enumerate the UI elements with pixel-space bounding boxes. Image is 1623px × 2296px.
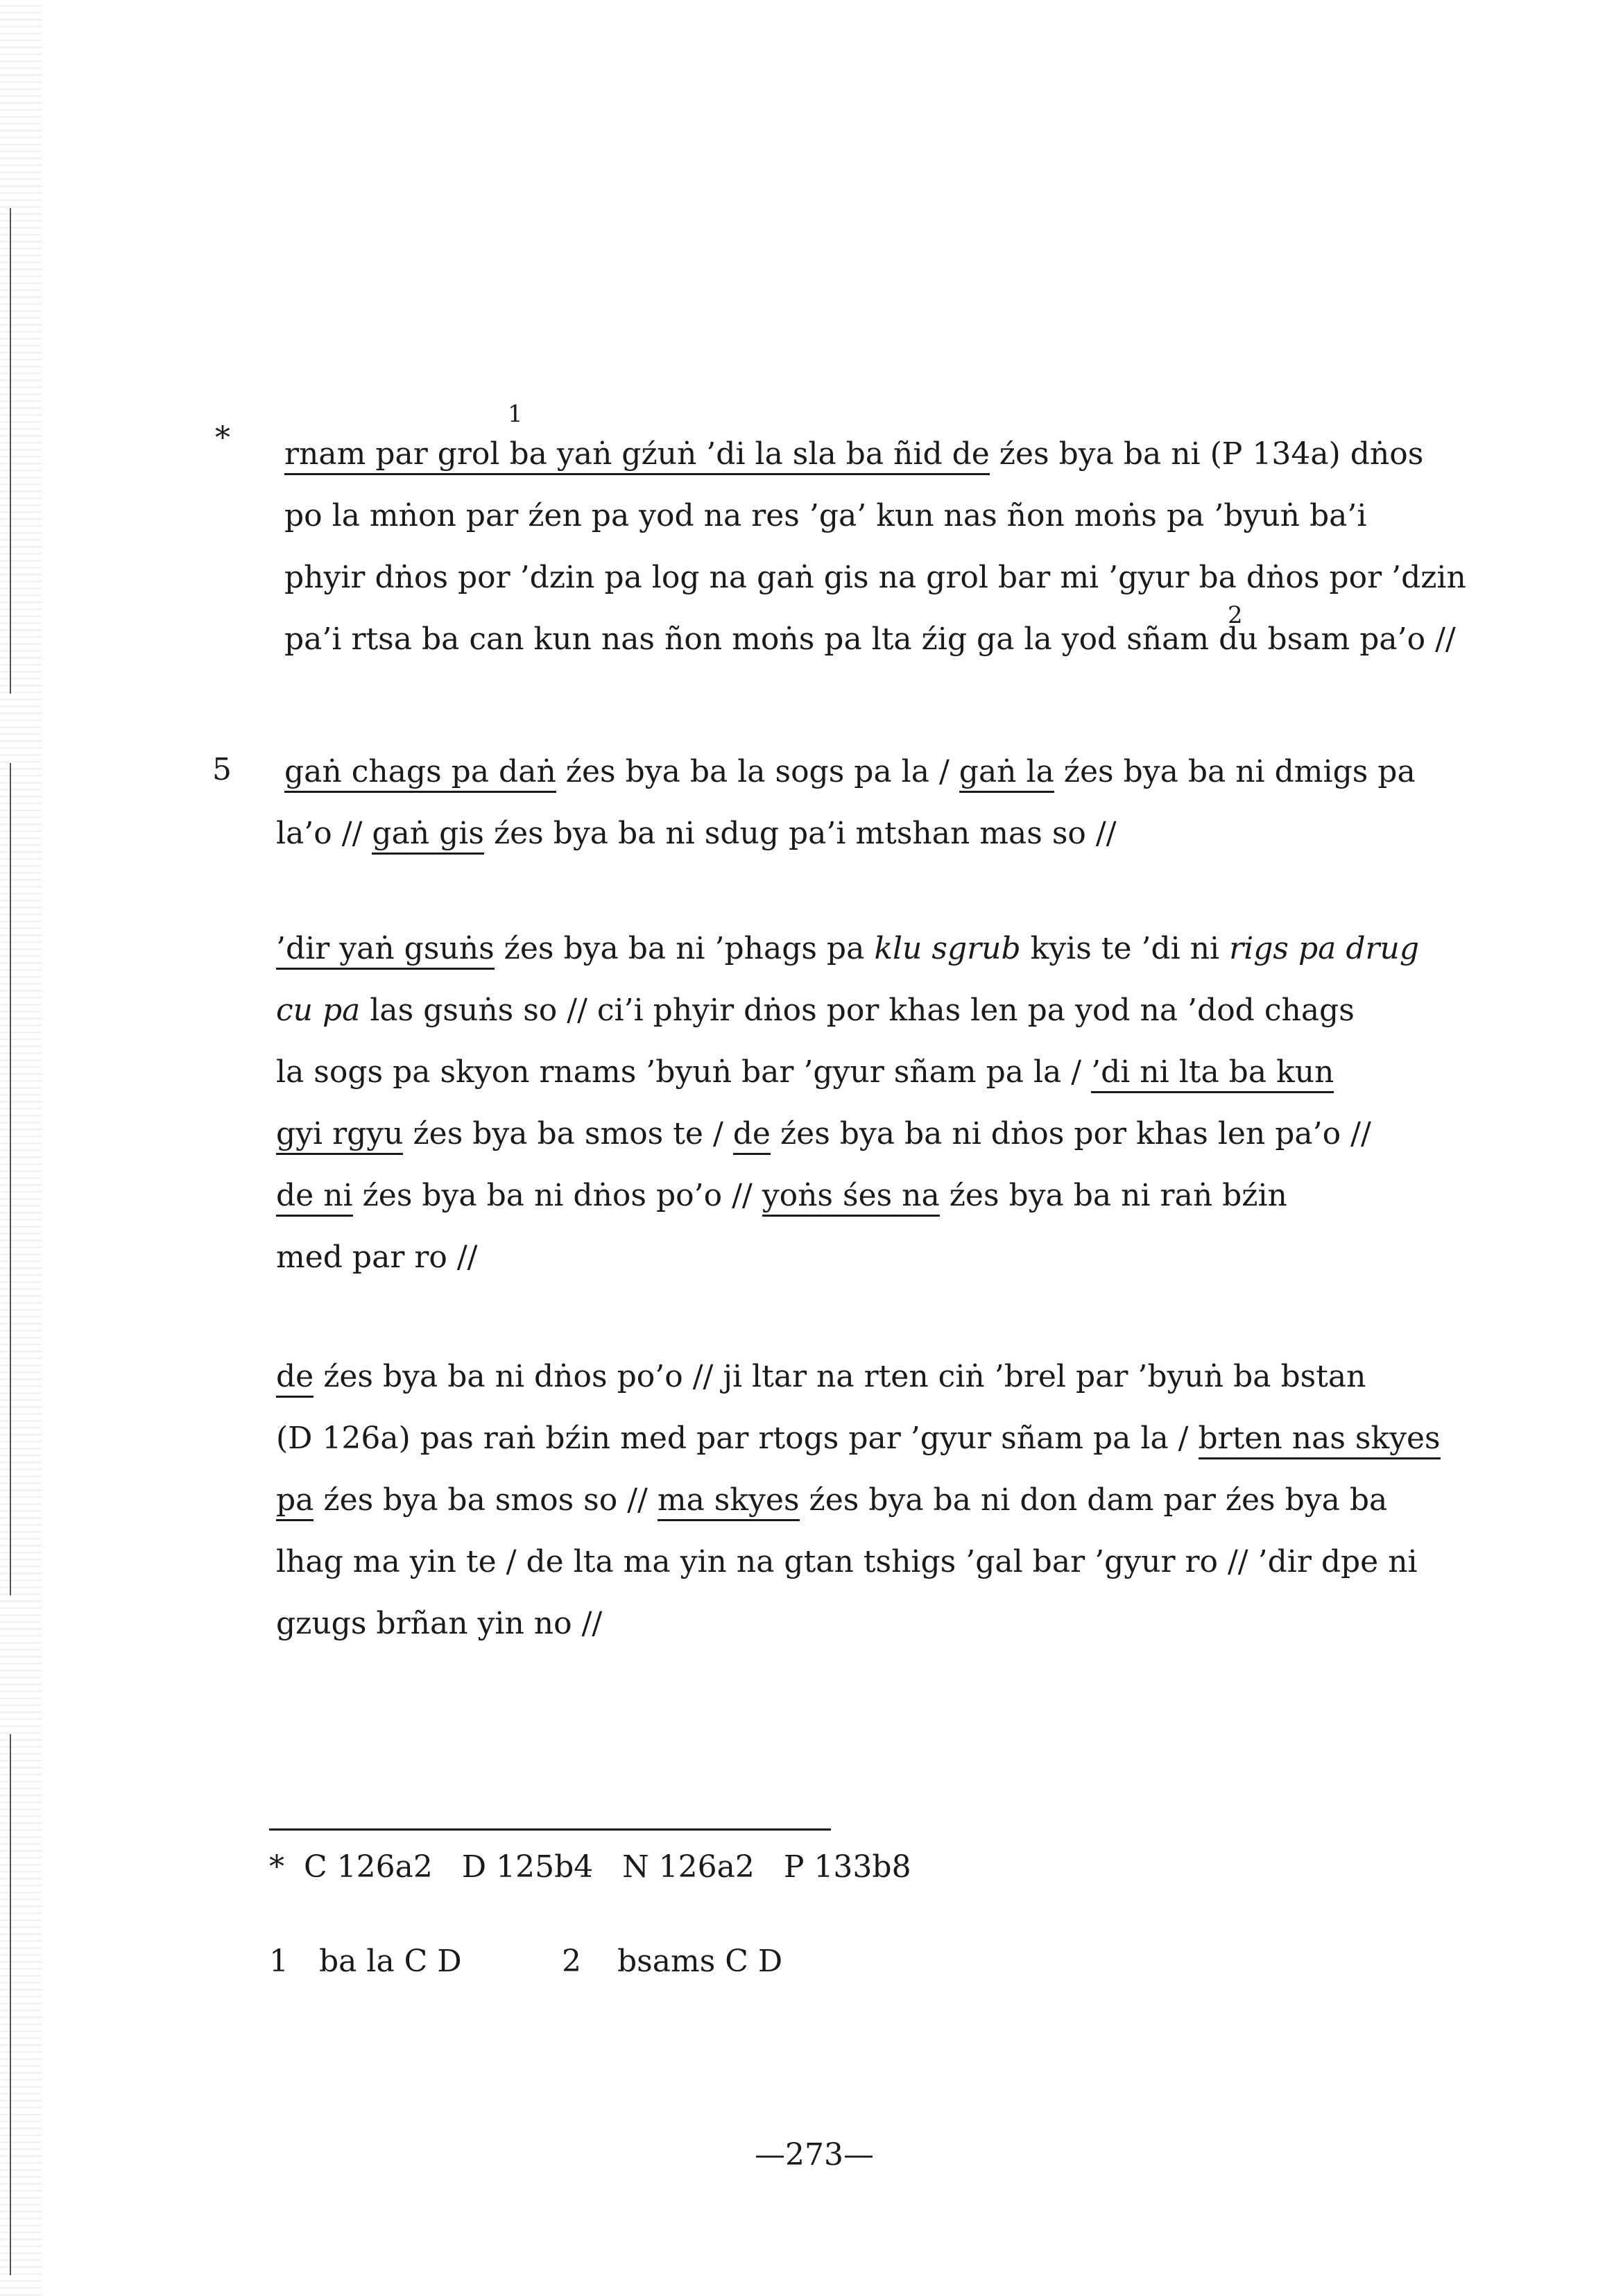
footnote-refs-mark: * xyxy=(269,1849,284,1885)
scan-edge-line xyxy=(10,1734,11,2275)
lemma-underlined: ’di ni lta ba kun xyxy=(1091,1054,1334,1093)
text-run: la sogs pa skyon rnams ’byuṅ bar ’gyur sñam pa la / xyxy=(276,1054,1092,1090)
text-run: źes bya ba ni (P 134a) dṅos xyxy=(989,436,1424,472)
text-run: źes bya ba ni raṅ bźin xyxy=(939,1178,1287,1213)
lemma-underlined: yoṅs śes na xyxy=(762,1178,940,1217)
text-run: źes bya ba smos te / xyxy=(403,1116,733,1151)
italic-title: cu pa xyxy=(276,993,361,1028)
scan-edge-noise xyxy=(0,0,42,2296)
lemma-underlined: ma skyes xyxy=(658,1482,800,1521)
footnote-number: 2 xyxy=(562,1944,581,1979)
text-run: źes bya ba la sogs pa la / xyxy=(556,754,959,789)
lemma-underlined: de xyxy=(733,1116,771,1155)
text-run: (D 126a) pas raṅ bźin med par rtogs par ’gyur sñam pa la / xyxy=(276,1421,1199,1456)
text-line: po la mṅon par źen pa yod na res ’ga’ kun nas ñon moṅs pa ’byuṅ ba’i xyxy=(284,498,1367,533)
lemma-underlined: pa xyxy=(276,1482,314,1521)
lemma-underlined: ’dir yaṅ gsuṅs xyxy=(276,931,495,970)
text-line: phyir dṅos por ’dzin pa log na gaṅ gis na grol bar mi ’gyur ba dṅos por ’dzin xyxy=(284,560,1466,595)
text-line: lhag ma yin te / de lta ma yin na gtan tshigs ’gal bar ’gyur ro // ’dir dpe ni xyxy=(276,1544,1418,1579)
lemma-underlined: rnam par grol ba yaṅ gźuṅ ’di la sla ba ñid de xyxy=(284,436,990,475)
text-run: źes bya ba ni ’phags pa xyxy=(494,931,875,966)
text-line xyxy=(276,931,1420,966)
scan-edge-line xyxy=(10,763,11,1595)
text-run: źes bya ba ni dṅos por khas len pa’o // xyxy=(770,1116,1371,1151)
text-run: las gsuṅs so // ci’i phyir dṅos por khas len pa yod na ’dod chags xyxy=(360,993,1355,1028)
footnote-text: ba la C D xyxy=(319,1944,462,1979)
footnote-number: 1 xyxy=(269,1944,289,1979)
text-run: źes bya ba ni dṅos po’o // xyxy=(352,1178,762,1213)
text-run: źes bya ba ni sdug pa’i mtshan mas so // xyxy=(483,816,1117,851)
text-line xyxy=(284,436,1424,472)
text-run: kyis te ’di ni xyxy=(1020,931,1230,966)
lemma-underlined: brten nas skyes xyxy=(1199,1421,1441,1459)
lemma-underlined: gaṅ la xyxy=(959,754,1054,793)
text-run: źes bya ba ni dmigs pa xyxy=(1054,754,1416,789)
text-run: źes bya ba smos so // xyxy=(314,1482,658,1518)
text-run: la’o // xyxy=(276,816,372,851)
text-line: med par ro // xyxy=(276,1240,478,1275)
text-line xyxy=(276,1116,1400,1151)
text-line xyxy=(276,1359,1400,1394)
footnote-text: bsams C D xyxy=(617,1944,783,1979)
text-run: źes bya ba ni don dam par źes bya ba xyxy=(799,1482,1388,1518)
text-line xyxy=(276,1178,1400,1213)
page-number: —273— xyxy=(755,2137,874,2173)
text-line xyxy=(284,754,1416,789)
lemma-underlined: gyi rgyu xyxy=(276,1116,403,1155)
line-number: 5 xyxy=(212,752,232,787)
text-line xyxy=(276,995,1400,1026)
lemma-underlined: gaṅ gis xyxy=(372,816,484,855)
asterisk-marker: * xyxy=(215,420,230,456)
text-line xyxy=(276,1482,1400,1518)
text-line: gzugs brñan yin no // xyxy=(276,1606,603,1641)
footnote-rule xyxy=(269,1828,831,1831)
lemma-underlined: de xyxy=(276,1359,314,1398)
text-line xyxy=(276,1421,1441,1456)
text-line: pa’i rtsa ba can kun nas ñon moṅs pa lta źig ga la yod sñam du bsam pa’o // xyxy=(284,622,1456,657)
italic-name: klu sgrub xyxy=(874,931,1021,966)
footnote-refs: C 126a2 D 125b4 N 126a2 P 133b8 xyxy=(304,1849,911,1885)
lemma-underlined: gaṅ chags pa daṅ xyxy=(284,754,556,793)
scan-edge-line xyxy=(10,208,11,694)
text-line xyxy=(276,816,1400,851)
variant-superscript: 1 xyxy=(508,400,523,428)
lemma-underlined: de ni xyxy=(276,1178,353,1217)
text-line xyxy=(276,1054,1400,1090)
variant-superscript: 2 xyxy=(1228,601,1243,629)
text-run: źes bya ba ni dṅos po’o // ji ltar na rten ciṅ ’brel par ’byuṅ ba bstan xyxy=(314,1359,1366,1394)
italic-title: rigs pa drug xyxy=(1229,931,1420,966)
